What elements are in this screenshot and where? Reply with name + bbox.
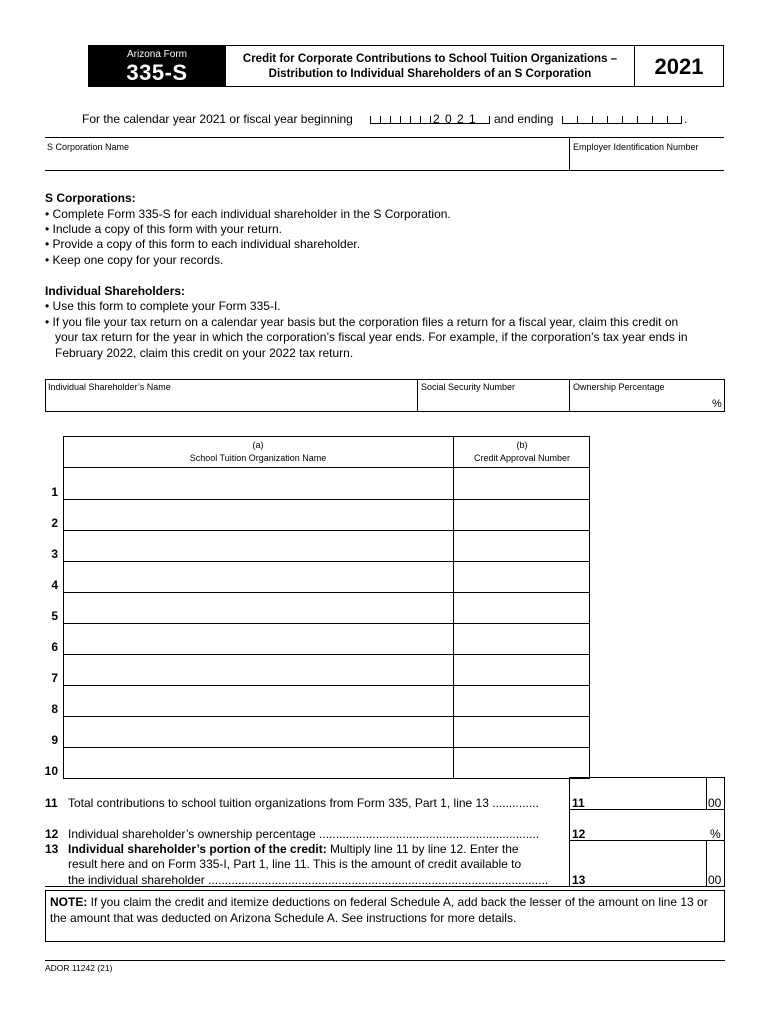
end-date-field[interactable] (562, 115, 682, 124)
col-b-label: Credit Approval Number (473, 453, 571, 463)
percent-sign: % (712, 398, 722, 410)
sto-name-field[interactable] (64, 562, 452, 591)
row-number: 10 (44, 764, 58, 778)
sto-name-field[interactable] (64, 500, 452, 529)
row-number: 3 (51, 547, 58, 561)
note-line-2: the amount that was deducted on Arizona Schedule A. See instructions for more details. (50, 911, 517, 925)
line-13-bold: Individual shareholder’s portion of the credit: (68, 842, 327, 856)
sto-name-field[interactable] (64, 593, 452, 622)
ind-item: • Use this form to complete your Form 335-I. (45, 299, 281, 313)
divider (706, 840, 707, 886)
title-line-1: Credit for Corporate Contributions to School Tuition Organizations – (242, 53, 618, 65)
corp-name-field[interactable] (46, 138, 568, 170)
line-12-percent-field[interactable] (590, 810, 705, 840)
credit-approval-field[interactable] (455, 717, 589, 746)
line-12-pct: % (710, 827, 721, 841)
s-corp-item: • Complete Form 335-S for each individual shareholder in the S Corporation. (45, 207, 451, 221)
form-code: ADOR 11242 (21) (45, 963, 113, 973)
divider (706, 777, 707, 809)
form-number: 335-S (126, 60, 188, 85)
divider (724, 777, 725, 886)
col-a-letter: (a) (252, 440, 264, 450)
line-13-box-label: 13 (572, 873, 586, 887)
credit-approval-field[interactable] (455, 469, 589, 498)
col-a-label: School Tuition Organization Name (189, 453, 327, 463)
s-corp-item: • Provide a copy of this form to each individual shareholder. (45, 237, 361, 251)
form-label: Arizona Form (126, 49, 187, 60)
row-number: 5 (51, 609, 58, 623)
ind-item: • If you file your tax return on a calendar year basis but the corporation files a return for a fiscal year, claim this credit on (45, 315, 679, 329)
corp-name-label: S Corporation Name (47, 142, 130, 152)
credit-approval-field[interactable] (455, 655, 589, 684)
row-number: 4 (51, 578, 58, 592)
divider (453, 436, 454, 779)
line-13-number: 13 (45, 842, 59, 856)
divider (569, 777, 570, 886)
line-12-text: Individual shareholder’s ownership percentage .................................................................. (68, 827, 540, 841)
line-11-number: 11 (45, 796, 58, 810)
line-12-number: 12 (45, 827, 59, 841)
ind-item: February 2022, claim this credit on your 2022 tax return. (55, 346, 354, 360)
s-corp-item: • Include a copy of this form with your return. (45, 222, 282, 236)
ind-item: your tax return for the year in which the corporation’s fiscal year ends. For example, if the corporation’s tax year ends in (55, 330, 688, 344)
sto-name-field[interactable] (64, 469, 452, 498)
period-prefix: For the calendar year 2021 or fiscal year beginning (82, 112, 353, 126)
row-number: 8 (51, 702, 58, 716)
ssn-field[interactable] (418, 380, 568, 411)
credit-approval-field[interactable] (455, 748, 589, 777)
ein-label: Employer Identification Number (573, 142, 699, 152)
line-13-text-1: Multiply line 11 by line 12. Enter the (326, 842, 519, 856)
col-b-letter: (b) (516, 440, 528, 450)
shareholder-name-field[interactable] (46, 380, 416, 411)
shareholder-name-label: Individual Shareholder’s Name (48, 382, 171, 392)
line-11-text: Total contributions to school tuition organizations from Form 335, Part 1, line 13 .............. (68, 796, 539, 810)
divider (45, 170, 724, 171)
row-number: 7 (51, 671, 58, 685)
ownership-label: Ownership Percentage (573, 382, 665, 392)
footer-rule (45, 960, 725, 961)
form-number-box (88, 45, 226, 87)
line-13-text-3: the individual shareholder ...................................................................................................... (68, 873, 549, 887)
ownership-field[interactable] (570, 380, 710, 411)
period-suffix: . (684, 112, 688, 126)
s-corp-heading: S Corporations: (45, 191, 136, 205)
tax-year: 2021 (634, 45, 724, 87)
divider (63, 467, 590, 468)
sto-name-field[interactable] (64, 748, 452, 777)
line-11-box-label: 11 (572, 796, 585, 810)
sto-name-field[interactable] (64, 531, 452, 560)
line-13-text-2: result here and on Form 335-I, Part 1, line 11. This is the amount of credit available to (68, 857, 522, 871)
row-number: 1 (51, 485, 58, 499)
row-number: 2 (51, 516, 58, 530)
line-12-box-label: 12 (572, 827, 586, 841)
line-11-cents: 00 (708, 796, 722, 810)
sto-name-field[interactable] (64, 655, 452, 684)
s-corp-item: • Keep one copy for your records. (45, 253, 224, 267)
period-middle: and ending (494, 112, 554, 126)
line-13-cents: 00 (708, 873, 722, 887)
begin-year-value: 2 0 2 1 (433, 112, 477, 126)
ssn-label: Social Security Number (421, 382, 516, 392)
line-11-amount-field[interactable] (590, 778, 705, 809)
row-number: 9 (51, 733, 58, 747)
note-line-1 (50, 895, 708, 909)
sto-name-field[interactable] (64, 717, 452, 746)
credit-approval-field[interactable] (455, 686, 589, 715)
line-13-text (68, 842, 519, 856)
row-number: 6 (51, 640, 58, 654)
credit-approval-field[interactable] (455, 593, 589, 622)
title-line-2: Distribution to Individual Shareholders of an S Corporation (268, 68, 592, 80)
credit-approval-field[interactable] (455, 531, 589, 560)
sto-name-field[interactable] (64, 686, 452, 715)
line-13-amount-field[interactable] (590, 841, 705, 886)
note-label: NOTE: (50, 895, 88, 909)
credit-approval-field[interactable] (455, 500, 589, 529)
note-text-1: If you claim the credit and itemize deductions on federal Schedule A, add back the lesser of the amount on line 13 or (87, 895, 708, 909)
ind-heading: Individual Shareholders: (45, 284, 186, 298)
credit-approval-field[interactable] (455, 562, 589, 591)
sto-name-field[interactable] (64, 624, 452, 653)
ein-field[interactable] (570, 138, 724, 170)
form-title (226, 45, 634, 87)
credit-approval-field[interactable] (455, 624, 589, 653)
